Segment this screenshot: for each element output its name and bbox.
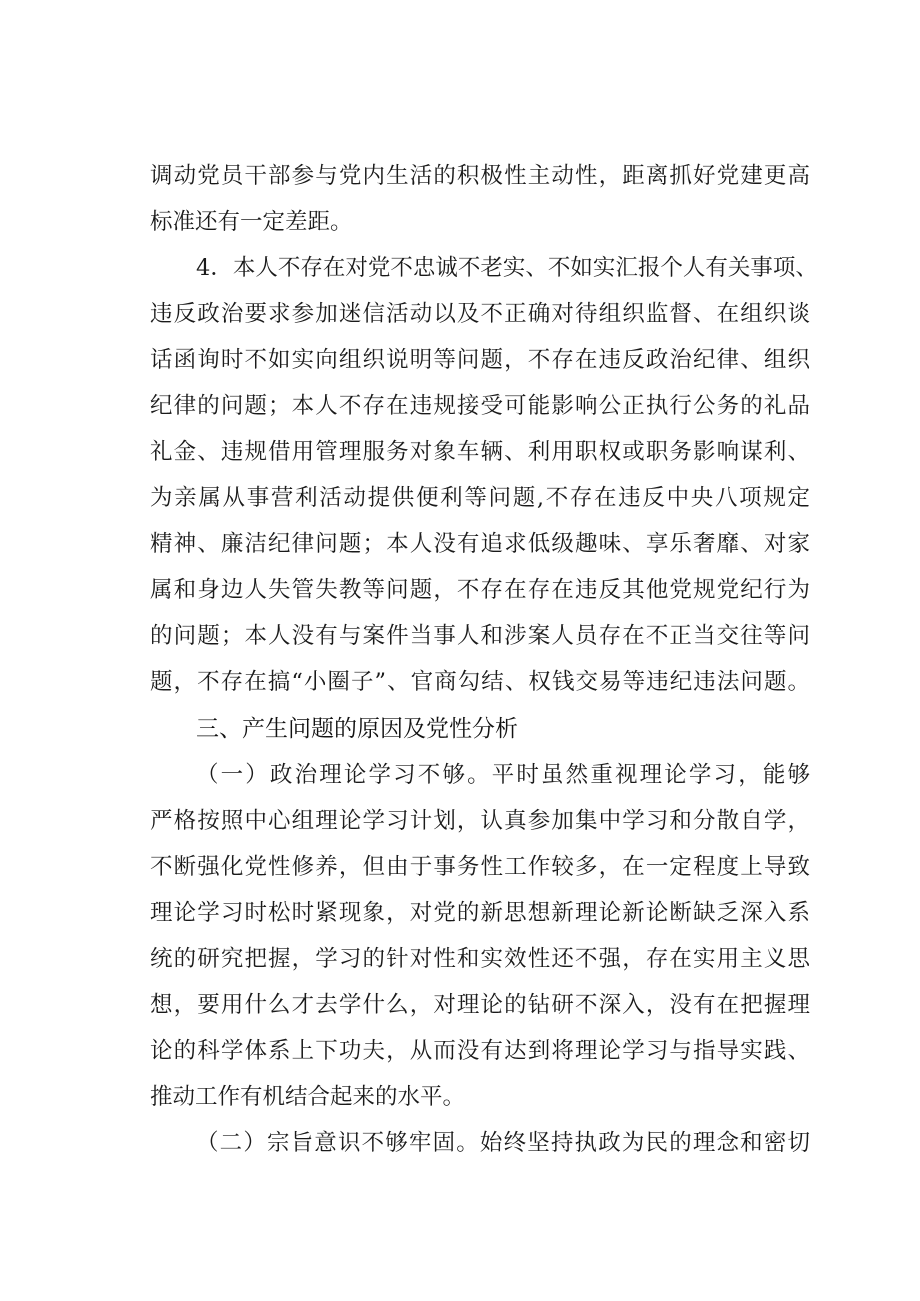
section-heading: 三、产生问题的原因及党性分析 [196,716,518,742]
subsection-paragraph-start: （二）宗旨意识不够牢固。始终坚持执政为民的理念和密切 [196,1130,810,1156]
body-line: 为亲属从事营利活动提供便利等问题,不存在违反中央八项规定 [150,485,810,511]
body-line: 纪律的问题；本人不存在违规接受可能影响公正执行公务的礼品 [150,393,810,419]
subsection-paragraph-start: （一）政治理论学习不够。平时虽然重视理论学习，能够 [196,762,810,788]
body-line: 违反政治要求参加迷信活动以及不正确对待组织监督、在组织谈 [150,301,810,327]
body-line: 理论学习时松时紧现象，对党的新思想新理论新论断缺乏深入系 [150,900,810,926]
body-line: 题，不存在搞“小圈子”、官商勾结、权钱交易等违纪违法问题。 [150,669,810,695]
numbered-item-4: 4．本人不存在对党不忠诚不老实、不如实汇报个人有关事项、 [196,255,818,281]
body-line: 想，要用什么才去学什么，对理论的钻研不深入，没有在把握理 [150,992,810,1018]
body-line: 属和身边人失管失教等问题，不存在存在违反其他党规党纪行为 [150,577,810,603]
body-line: 论的科学体系上下功夫，从而没有达到将理论学习与指导实践、 [150,1038,810,1064]
body-line: 推动工作有机结合起来的水平。 [150,1084,466,1110]
body-line: 礼金、违规借用管理服务对象车辆、利用职权或职务影响谋利、 [150,439,810,465]
body-line: 严格按照中心组理论学习计划，认真参加集中学习和分散自学， [150,808,810,834]
body-line: 调动党员干部参与党内生活的积极性主动性，距离抓好党建更高 [150,163,810,189]
body-line: 不断强化党性修养，但由于事务性工作较多，在一定程度上导致 [150,854,810,880]
body-line: 统的研究把握，学习的针对性和实效性还不强，存在实用主义思 [150,946,810,972]
body-line: 标准还有一定差距。 [150,209,353,235]
body-line: 的问题；本人没有与案件当事人和涉案人员存在不正当交往等问 [150,623,810,649]
body-line: 话函询时不如实向组织说明等问题，不存在违反政治纪律、组织 [150,347,810,373]
body-line: 精神、廉洁纪律问题；本人没有追求低级趣味、享乐奢靡、对家 [150,531,810,557]
